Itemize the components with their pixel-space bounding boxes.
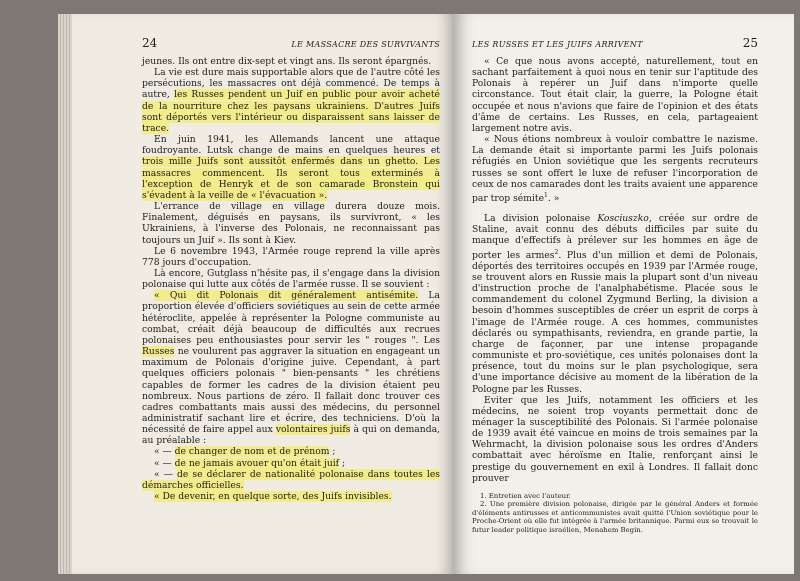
list-item — [142, 491, 440, 502]
footnote: 1. Entretien avec l'auteur. — [480, 491, 571, 500]
quote-paragraph: « Qui dit Polonais dit généralement antisémite. La proportion élevée d'officiers soviétiques au sein de cette armée hétéroclite, appelée à représenter la Pologne communiste au combat, créait déjà beaucoup de difficultés aux recrues polonaises peu enthousiastes pour servir les " rouges ". Les Russes ne voulurent pas aggraver la situation en engageant un maximum de Polonais d'origine juive. Cependant, à part quelques officiers polonais " bien-pensants " les chrétiens capables de former les cadres de la division étaient peu nombreux. Nous partions de zéro. Il fallait donc trouver ces cadres combattants mais aussi des médecins, du personnel administratif sachant lire et écrire, des techniciens. D'où la nécessité de faire appel aux volontaires juifs à qui on demanda, au préalable : — [142, 290, 441, 447]
highlight: de changer de nom et de prénom — [174, 446, 330, 458]
footnote-marker: 1 — [544, 191, 548, 199]
paragraph: Là encore, Gutglass n'hésite pas, il s'engage dans la division polonaise qui lutte aux côtés de l'armée russe. Il se souvient : — [142, 267, 440, 291]
footnote-marker: 2 — [554, 248, 559, 256]
right-running-header — [472, 36, 758, 50]
paragraph: L'errance de village en village durera douze mois. Finalement, déguisés en paysans, ils survivront, « les Ukrainiens, à l'inverse des Polonais, ne reconnaissant pas toujours un Juif ». Ils sont à Kiev. — [142, 201, 440, 246]
right-body-text — [472, 56, 758, 484]
right-page — [454, 14, 794, 574]
list-item: « — de changer de nom et de prénom ; — [154, 446, 336, 458]
list-item: « — de se déclarer de nationalité polonaise dans toutes les démarches officielles. — [142, 468, 440, 491]
highlight: Russes — [142, 346, 175, 358]
left-running-header — [142, 36, 440, 50]
left-body-text — [142, 56, 440, 502]
paragraph: « Nous étions nombreux à vouloir combattre le nazisme. La demande était si importante parmi les Juifs polonais réfugiés en Union soviétique que les sergents recruteurs russes se sont offert le luxe de refuser l'incorporation de ceux de nos camarades dont les traits avaient une apparence par trop sémite$^1$. » — [472, 134, 758, 204]
paragraph: « Ce que nous avons accepté, naturellement, tout en sachant parfaitement à quoi nous en tenir sur l'aptitude des Polonais à repérer un Juif dans n'importe quelle circonstance. Tout était clair, la guerre, la Pologne était occupée et nous n'avions que faire de l'opinion et des états d'âme de certains. Les Russes, en cela, partageaient largement notre avis. — [472, 56, 758, 134]
footnotes — [472, 492, 758, 534]
left-running-title: LE MASSACRE DES SURVIVANTS — [291, 40, 440, 49]
paragraph: Eviter que les Juifs, notamment les officiers et les médecins, ne soient trop voyants permettait donc de ménager la susceptibilité des Polonais. Si l'armée polonaise de 1939 avait été vaincue en moins de trois semaines par la Wehrmacht, la division polonaise sous les ordres d'Anders combattait avec héroïsme en Italie, renforçant ainsi le prestige du gouvernement en exil à Londres. Il fallait donc prouver — [472, 394, 758, 484]
highlight: « De devenir, en quelque sorte, des Juifs invisibles. — [154, 491, 392, 503]
left-page — [72, 14, 454, 574]
footnote: 2. Une première division polonaise, dirigée par le général Anders et formée d'éléments antirusses et anticommunistes avait quitté l'Union soviétique pour le Proche-Orient où elle fut intégrée à l'armée britannique. Parmi eux se trouvait le futur leader politique israélien, Menahem Begin. — [472, 500, 758, 534]
right-running-title: LES RUSSES ET LES JUIFS ARRIVENT — [472, 40, 643, 49]
right-page-number: 25 — [742, 36, 758, 50]
paragraph: La division polonaise Kosciuszko, créée sur ordre de Staline, avait connu des débuts difficiles par suite du manque d'effectifs à prélever sur les hommes en âge de porter les armes$^2$. Plus d'un million et demi de Polonais, déportés des territoires occupés en 1939 par l'Armée rouge, se trouvent alors en Russie mais la plupart sont d'un niveau d'instruction proche de l'analphabétisme. Placée sous le commandement du colonel Zygmund Berling, la division a besoin d'hommes susceptibles de créer un esprit de corps à l'image de l'Armée rouge. A ces hommes, communistes déclarés ou sympathisants, reviendra, en grande partie, la charge de façonner, par une intense propagande communiste et pro-soviétique, ces unités polonaises dont la présence, tout du moins sur le plan psychologique, sera d'une importance décisive au moment de la libération de la Pologne par les Russes. — [472, 213, 758, 395]
page-edge-stack — [58, 14, 72, 574]
highlight: « Qui dit Polonais dit généralement antisémite. — [154, 290, 419, 302]
paragraph: jeunes. Ils ont entre dix-sept et vingt ans. Ils seront épargnés. — [142, 56, 432, 67]
left-page-number: 24 — [142, 36, 158, 50]
highlight: les Russes pendent un Juif en public pour avoir acheté de la nourriture chez les paysans ukrainiens. D'autres Juifs sont déportés vers l'intérieur ou disparaissent sans laisser de trace. — [142, 89, 440, 134]
list-item: « — de ne jamais avouer qu'on était juif ; — [154, 457, 346, 469]
highlight: de ne jamais avouer qu'on était juif — [174, 457, 340, 469]
highlight: trois mille Juifs sont aussitôt enfermés dans un ghetto. Les massacres commencent. Ils seront tous exterminés à l'exception de Henryk et de son camarade Bronstein qui s'évadent à la veille de « l'évacuation ». — [142, 156, 440, 201]
highlight: de se déclarer de nationalité polonaise dans toutes les démarches officielles. — [142, 468, 440, 491]
paragraph: La vie est dure mais supportable alors que de l'autre côté les persécutions, les massacres ont déjà commencé. De temps à autre, les Russes pendent un Juif en public pour avoir acheté de la nourriture chez les paysans ukrainiens. D'autres Juifs sont déportés vers l'intérieur ou disparaissent sans laisser de trace. — [142, 67, 440, 134]
paragraph: En juin 1941, les Allemands lancent une attaque foudroyante. Lutsk change de mains en quelques heures et trois mille Juifs sont aussitôt enfermés dans un ghetto. Les massacres commencent. Ils seront tous exterminés à l'exception de Henryk et de son camarade Bronstein qui s'évadent à la veille de « l'évacuation ». — [142, 134, 440, 201]
paragraph: Le 6 novembre 1943, l'Armée rouge reprend la ville après 778 jours d'occupation. — [142, 245, 440, 268]
highlight: volontaires juifs — [275, 424, 351, 436]
